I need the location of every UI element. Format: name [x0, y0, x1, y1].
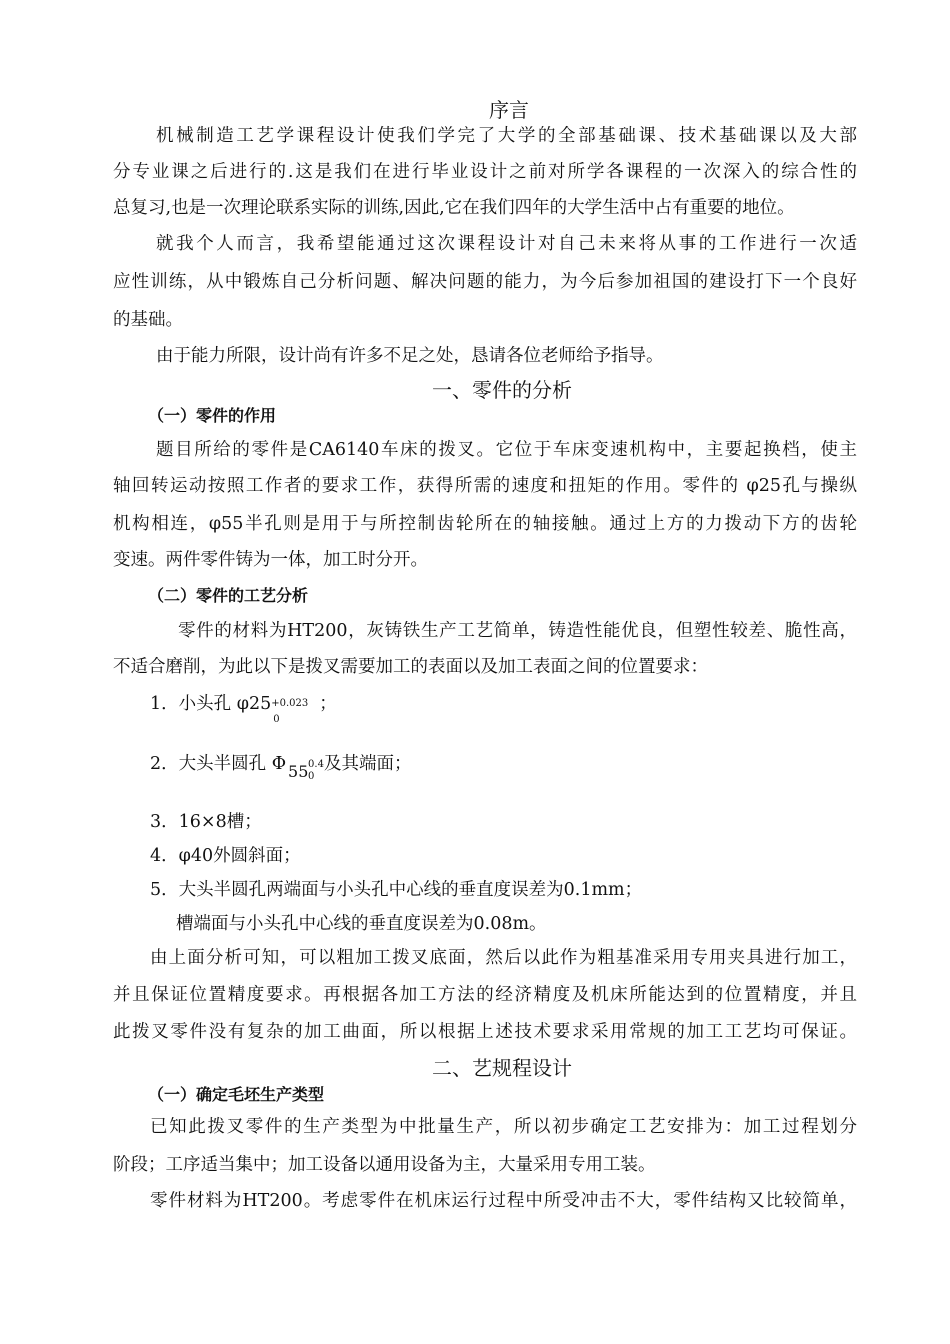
section1-sub1-title: （一）零件的作用	[148, 406, 277, 425]
section1-sub1-line1: 题目所给的零件是CA6140车床的拨叉。它位于车床变速机构中，主要起换档，使主	[156, 440, 857, 460]
preface-para2-line2: 应性训练，从中锻炼自己分析问题、解决问题的能力，为今后参加祖国的建设打下一个良好	[113, 272, 857, 292]
section1-sub2-line1: 零件的材料为HT200，灰铸铁生产工艺简单，铸造性能优良，但塑性较差、脆性高，	[178, 621, 857, 641]
item1-tolerance-upper: +0.023	[271, 698, 309, 709]
preface-title: 序言	[489, 98, 529, 122]
requirement-item-4: 4．φ40外圆斜面；	[150, 846, 301, 866]
preface-para2-line1: 就我个人而言，我希望能通过这次课程设计对自己未来将从事的工作进行一次适	[156, 234, 857, 254]
section2-sub1-line1: 已知此拨叉零件的生产类型为中批量生产，所以初步确定工艺安排为：加工过程划分	[150, 1117, 857, 1137]
preface-para2-line3: 的基础。	[113, 310, 183, 330]
section1-sub2-title: （二）零件的工艺分析	[148, 586, 309, 605]
requirement-item-5: 5．大头半圆孔两端面与小头孔中心线的垂直度误差为0.1mm；	[150, 880, 643, 900]
conclusion-line1: 由上面分析可知，可以粗加工拨叉底面，然后以此作为粗基准采用专用夹具进行加工，	[150, 948, 857, 968]
item1-label: 1．小头孔 φ25	[150, 694, 272, 714]
conclusion-line3: 此拨叉零件没有复杂的加工曲面，所以根据上述技术要求采用常规的加工工艺均可保证。	[113, 1022, 857, 1042]
section1-title: 一、零件的分析	[432, 378, 572, 402]
section2-sub1-line2: 阶段；工序适当集中；加工设备以通用设备为主，大量采用专用工装。	[113, 1155, 656, 1175]
section1-sub1-line4: 变速。两件零件铸为一体，加工时分开。	[113, 550, 428, 570]
item2-diameter: 55	[288, 762, 309, 781]
section2-sub1-title: （一）确定毛坯生产类型	[148, 1085, 325, 1104]
item2-suffix: 及其端面；	[324, 754, 412, 774]
conclusion-line2: 并且保证位置精度要求。再根据各加工方法的经济精度及机床所能达到的位置精度，并且	[113, 985, 857, 1005]
preface-para1-line2: 分专业课之后进行的.这是我们在进行毕业设计之前对所学各课程的一次深入的综合性的	[113, 162, 857, 182]
preface-para3: 由于能力所限，设计尚有许多不足之处，恳请各位老师给予指导。	[156, 346, 664, 366]
section1-sub2-line2: 不适合磨削，为此以下是拨叉需要加工的表面以及加工表面之间的位置要求：	[113, 657, 708, 677]
preface-para1-line1: 机械制造工艺学课程设计使我们学完了大学的全部基础课、技术基础课以及大部	[156, 126, 857, 146]
section1-sub1-line2: 轴回转运动按照工作者的要求工作，获得所需的速度和扭矩的作用。零件的 φ25孔与操纵	[113, 476, 857, 496]
requirement-item-3: 3．16×8槽；	[150, 812, 262, 832]
requirement-item-1	[150, 694, 337, 725]
item2-tolerance	[286, 754, 324, 782]
requirement-item-2	[150, 754, 412, 782]
section2-title: 二、艺规程设计	[432, 1056, 572, 1080]
preface-para1-line3: 总复习,也是一次理论联系实际的训练,因此,它在我们四年的大学生活中占有重要的地位。	[113, 198, 795, 218]
requirement-item-5b: 槽端面与小头孔中心线的垂直度误差为0.08m。	[176, 914, 547, 934]
section1-sub1-line3: 机构相连，φ55半孔则是用于与所控制齿轮所在的轴接触。通过上方的力拨动下方的齿轮	[113, 514, 857, 534]
item1-tolerance	[271, 694, 319, 725]
section2-sub1-line3: 零件材料为HT200。考虑零件在机床运行过程中所受冲击不大，零件结构又比较简单，	[150, 1191, 857, 1211]
item2-label: 2．大头半圆孔 Φ	[150, 754, 287, 774]
item1-suffix: ；	[319, 694, 337, 714]
item1-tolerance-lower: 0	[273, 714, 280, 725]
item2-tolerance-lower: 0	[308, 771, 315, 782]
item2-tolerance-upper: 0.4	[308, 759, 324, 770]
